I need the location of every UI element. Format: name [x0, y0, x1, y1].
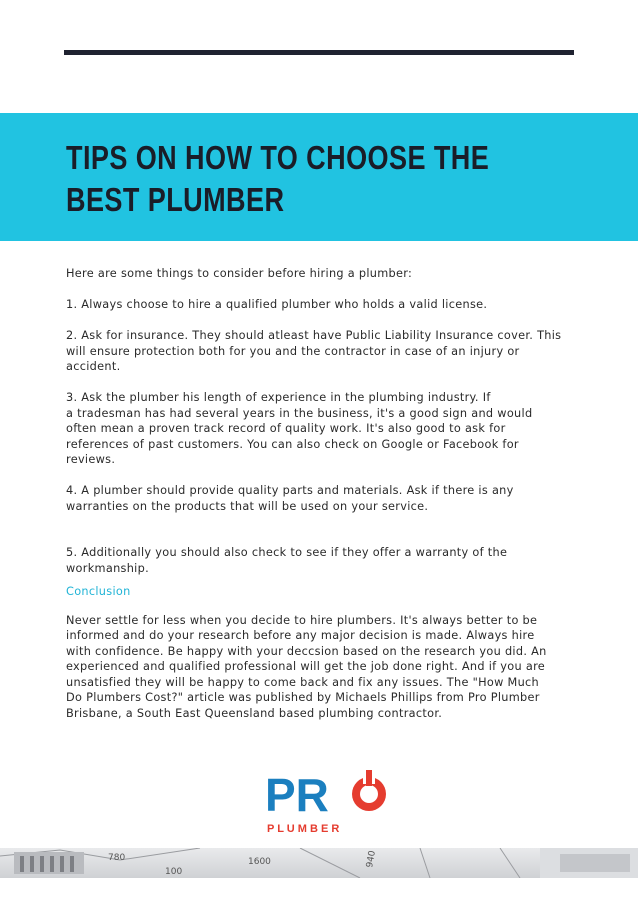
footer-num: 940 [365, 849, 378, 869]
tip-5-line: workmanship. [66, 561, 149, 575]
title-line-1: TIPS ON HOW TO CHOOSE THE [66, 139, 490, 176]
tip-2-line: will ensure protection both for you and the contractor in case of an injury or [66, 344, 520, 358]
title-line-2: BEST PLUMBER [66, 181, 285, 218]
wrench-icon [352, 770, 386, 811]
conclusion-line: Never settle for less when you decide to hire plumbers. It's always better to be [66, 613, 538, 627]
conclusion-line: Do Plumbers Cost?" article was published by Michaels Phillips from Pro Plumber [66, 691, 540, 704]
conclusion-line: with confidence. Be happy with your deccsion based on the research you did. An [66, 644, 547, 658]
tip-3-line: 3. Ask the plumber his length of experience in the plumbing industry. If [66, 391, 491, 404]
article-body [66, 266, 586, 721]
tip-3-line: often mean a proven track record of quality work. It's also good to ask for [66, 422, 506, 435]
top-divider-rule [64, 50, 574, 55]
pro-plumber-logo [263, 768, 398, 838]
intro-text: Here are some things to consider before hiring a plumber: [66, 267, 413, 280]
tip-2-line: accident. [66, 360, 121, 373]
logo-o-text: O [360, 800, 361, 801]
tip-4 [66, 483, 586, 514]
tip-3-line: references of past customers. You can also check on Google or Facebook for [66, 437, 519, 451]
tip-1: 1. Always choose to hire a qualified plumber who holds a valid license. [66, 298, 488, 311]
tip-3 [66, 390, 586, 468]
conclusion-line: informed and do your research before any major decision is made. Always hire [66, 629, 535, 642]
logo-tagline: P L U M B E R [267, 823, 340, 835]
logo-pr-text: PR [265, 769, 329, 821]
conclusion-paragraph [66, 613, 586, 722]
page-title [66, 137, 490, 221]
footer-num: 100 [165, 867, 183, 877]
tip-4-line: 4. A plumber should provide quality parts and materials. Ask if there is any [66, 484, 514, 497]
conclusion-heading: Conclusion [66, 585, 131, 598]
tip-5 [66, 545, 586, 576]
conclusion-line: experienced and qualified professional will get the job done right. And if you are [66, 660, 546, 673]
footer-blueprint-photo [0, 848, 638, 878]
tip-2 [66, 328, 586, 375]
tip-5-line: 5. Additionally you should also check to see if they offer a warranty of the [66, 546, 508, 559]
conclusion-line: unsatisfied they will be happy to come back and fix any issues. The "How Much [66, 675, 540, 689]
footer-num: 780 [108, 853, 126, 863]
tip-4-line: warranties on the products that will be used on your service. [66, 499, 429, 513]
conclusion-line: Brisbane, a South East Queensland based plumbing contractor. [66, 706, 443, 720]
tip-3-line: a tradesman has had several years in the business, it's a good sign and would [66, 406, 533, 420]
tip-3-line: reviews. [66, 453, 116, 466]
tip-2-line: 2. Ask for insurance. They should atleast have Public Liability Insurance cover. This [66, 329, 562, 342]
footer-num: 1600 [248, 857, 271, 867]
